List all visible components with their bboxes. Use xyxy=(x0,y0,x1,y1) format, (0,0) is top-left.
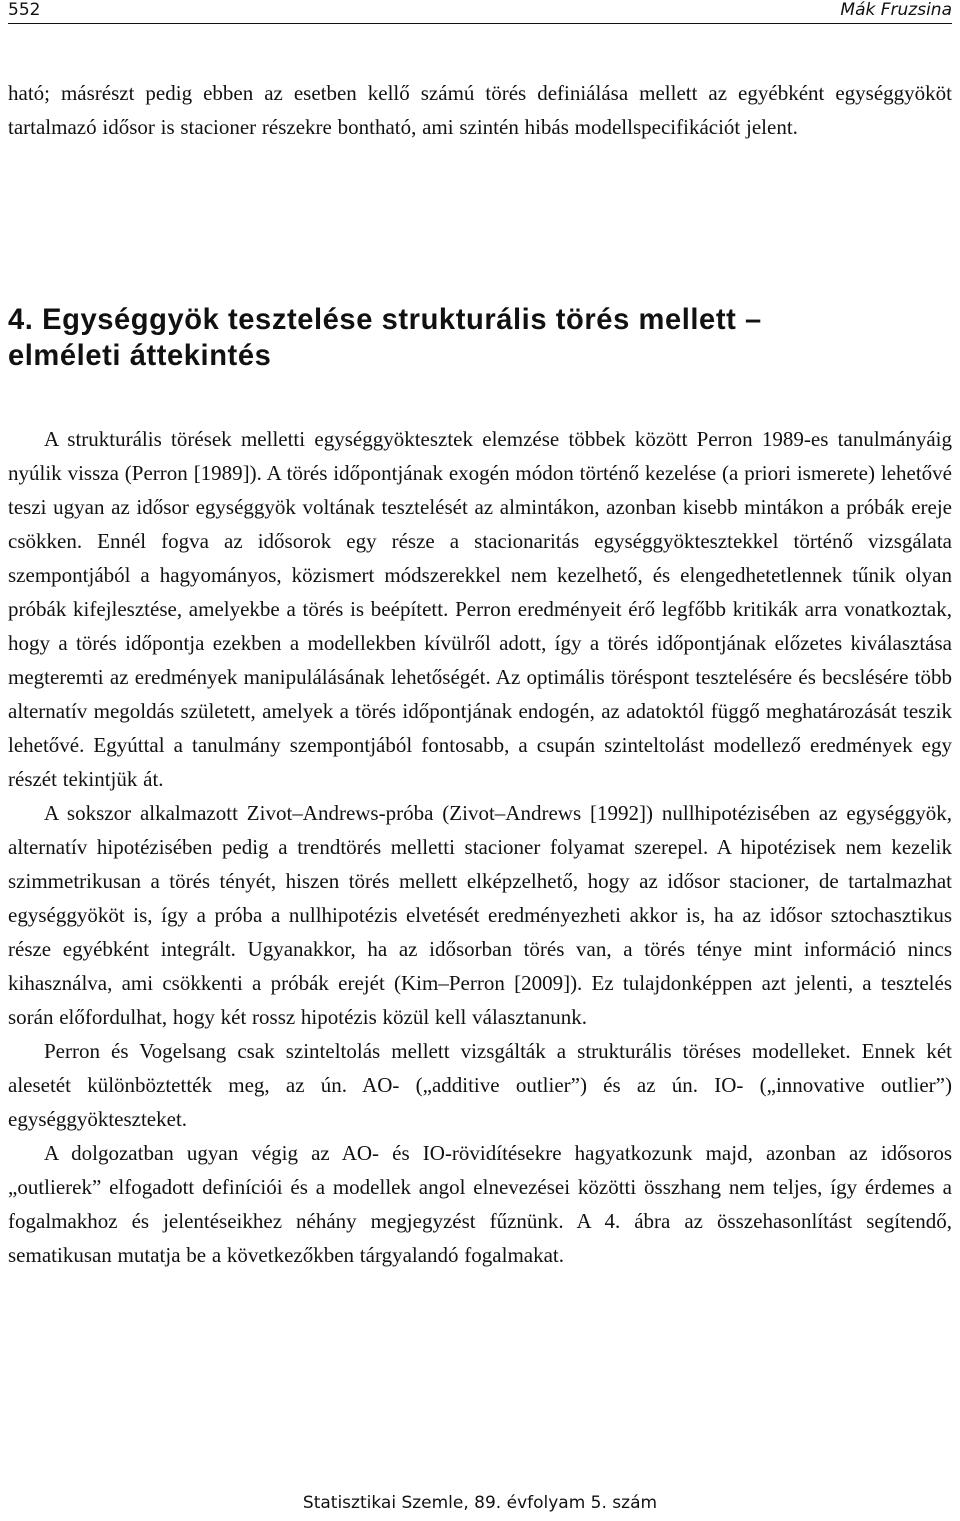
intro-paragraph: ható; másrészt pedig ebben az esetben kellő számú törés definiálása mellett az egyébként egységgyököt tartalmazó idősor is stacioner részekre bontható, ami szintén hibás modellspecifikációt jelent. xyxy=(8,81,952,139)
header-rule xyxy=(8,23,952,24)
page-body xyxy=(8,76,952,1272)
section-heading xyxy=(8,302,924,374)
page-footer: Statisztikai Szemle, 89. évfolyam 5. szám xyxy=(302,1493,658,1513)
running-header-author: Mák Fruzsina xyxy=(840,0,952,20)
body-paragraph: A sokszor alkalmazott Zivot–Andrews-próba (Zivot–Andrews [1992]) nullhipotézisében az egységgyök, alternatív hipotézisében pedig a trendtörés melletti stacioner folyamat szerepel. A hipotézisek nem kezelik szimmetrikusan a törés tényét, hiszen törés mellett elképzelhető, hogy az idősor stacioner, de tartalmazhat egységgyököt is, így a próba a nullhipotézis elvetését eredményezheti akkor is, ha az idősor sztochasztikus része egyébként integrált. Ugyanakkor, ha az idősorban törés van, a törés ténye mint információ nincs kihasználva, ami csökkenti a próbák erejét (Kim–Perron [2009]). Ez tulajdonképpen azt jelenti, a tesztelés során előfordulhat, hogy két rossz hipotézis közül kell választanunk. xyxy=(8,801,952,1029)
running-header xyxy=(8,0,952,22)
body-paragraph: A dolgozatban ugyan végig az AO- és IO-rövidítésekre hagyatkozunk majd, azonban az idősoros „outlierek” elfogadott definíciói és a modellek angol elnevezései közötti összhang nem teljes, így érdemes a fogalmakhoz és jelentéseikhez néhány megjegyzést fűznünk. A 4. ábra az összehasonlítást segítendő, sematikusan mutatja be a következőkben tárgyalandó fogalmakat. xyxy=(8,1141,952,1267)
body-paragraph: A strukturális törések melletti egységgyöktesztek elemzése többek között Perron 1989-es tanulmányáig nyúlik vissza (Perron [1989]). A törés időpontjának exogén módon történő kezelése (a priori ismerete) lehetővé teszi ugyan az idősor egységgyök voltának tesztelését az almintákon, azonban kisebb mintákon a próbák ereje csökken. Ennél fogva az idősorok egy része a stacionaritás egységgyöktesztekkel történő vizsgálata szempontjából a hagyományos, közismert módszerekkel nem kezelhető, és elengedhetetlennek tűnik olyan próbák kifejlesztése, amelyekbe a törés is beépített. Perron eredményeit érő legfőbb kritikák arra vonatkoztak, hogy a törés időpontja ezekben a modellekben kívülről adott, így a törés időpontjának előzetes kiválasztása megteremti az eredmények manipulálásának lehetőségét. Az optimális töréspont tesztelésére és becslésére több alternatív megoldás született, amelyek a törés időpontjának endogén, az adatoktól függő meghatározását teszik lehetővé. Egyúttal a tanulmány szempontjából fontosabb, a csupán szinteltolást modellező eredmények egy részét tekintjük át. xyxy=(8,427,952,791)
section-heading-line-2: elméleti áttekintés xyxy=(8,339,272,372)
section-heading-line-1: 4. Egységgyök tesztelése strukturális törés mellett – xyxy=(8,303,762,336)
page-number: 552 xyxy=(8,0,41,20)
body-paragraph: Perron és Vogelsang csak szinteltolás mellett vizsgálták a strukturális töréses modelleket. Ennek két alesetét különböztették meg, az ún. AO- („additive outlier”) és az ún. IO- („innovative outlier”) egységgyökteszteket. xyxy=(8,1039,952,1131)
